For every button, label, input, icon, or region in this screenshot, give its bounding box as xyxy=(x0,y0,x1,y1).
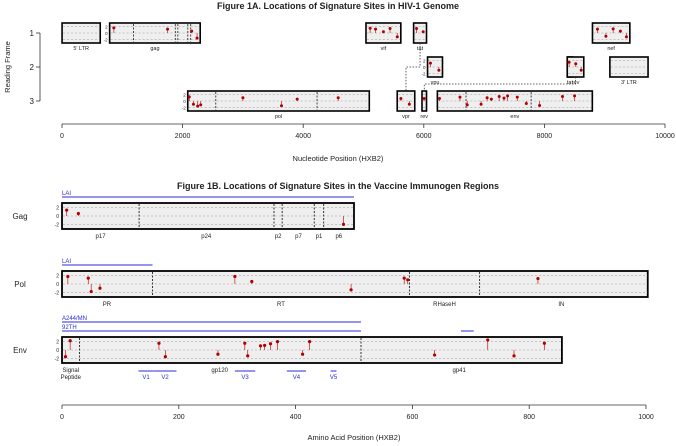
gene-gag-frame-1 xyxy=(110,23,201,52)
signature-site-point xyxy=(502,97,505,100)
signature-site-point xyxy=(512,354,515,357)
figure-1a-panel xyxy=(3,1,675,163)
signature-site-point xyxy=(369,27,372,30)
track-gag xyxy=(12,191,354,240)
signature-site-point xyxy=(196,37,199,40)
signature-site-point xyxy=(423,97,426,100)
variable-loop-label: V2 xyxy=(161,375,169,381)
signature-site-point xyxy=(349,288,352,291)
signature-site-point xyxy=(308,340,311,343)
signature-site-point xyxy=(69,339,72,342)
signature-site-point xyxy=(437,69,440,72)
gene-label: rev xyxy=(571,80,580,86)
gene-nef-frame-1 xyxy=(592,23,629,52)
x-tick-label: 400 xyxy=(289,414,302,421)
x-tick-label: 0 xyxy=(60,414,64,421)
signature-site-point xyxy=(112,26,115,29)
x-tick-label: 4000 xyxy=(295,133,311,140)
signature-site-point xyxy=(87,277,90,280)
variable-loop-label: V5 xyxy=(329,375,338,381)
track-name: Gag xyxy=(12,212,28,221)
signature-site-point xyxy=(466,103,469,106)
region-label: p2 xyxy=(274,234,282,240)
gene-label: vpu xyxy=(430,80,440,86)
signature-site-point xyxy=(382,30,385,33)
x-tick-label: 0 xyxy=(60,133,64,140)
signature-site-point xyxy=(77,212,80,215)
signature-site-point xyxy=(604,35,607,38)
region-label: Signal xyxy=(62,368,80,374)
gene-label: vif xyxy=(380,46,387,52)
signature-site-point xyxy=(619,30,622,33)
signature-site-point xyxy=(280,104,283,107)
signature-site-point xyxy=(516,96,519,99)
gene-label: vpr xyxy=(402,114,410,120)
signature-site-point xyxy=(396,35,399,38)
variable-loop-label: V4 xyxy=(292,375,301,381)
gene-label: nef xyxy=(607,46,615,52)
protein-y-tick-label: 0 xyxy=(56,214,59,220)
signature-site-point xyxy=(66,275,69,278)
region-label: PR xyxy=(102,302,112,308)
protein-y-tick-label: 0 xyxy=(56,282,59,288)
signature-site-point xyxy=(188,95,191,98)
gene-y-tick-label: -2 xyxy=(181,105,186,111)
x-axis-label: Amino Acid Position (HXB2) xyxy=(307,433,401,442)
signature-site-point xyxy=(486,338,489,341)
signature-site-point xyxy=(480,103,483,106)
vaccine-region-label: LAI xyxy=(62,191,72,197)
gene-5-ltr-frame-1 xyxy=(62,23,100,52)
gene-rev-frame-3 xyxy=(420,91,428,120)
signature-site-point xyxy=(192,103,195,106)
x-axis-label: Nucleotide Position (HXB2) xyxy=(292,154,384,163)
y-tick-label: 1 xyxy=(29,29,34,38)
track-name: Pol xyxy=(14,280,26,289)
region-label: gp120 xyxy=(211,368,229,374)
signature-site-point xyxy=(276,340,279,343)
region-label: p7 xyxy=(295,234,302,240)
signature-site-point xyxy=(568,61,571,64)
gene-label: rev xyxy=(420,114,429,120)
signature-site-point xyxy=(525,102,528,105)
signature-site-point xyxy=(64,355,67,358)
figure-1b-title: Figure 1B. Locations of Signature Sites in the Vaccine Immunogen Regions xyxy=(176,181,500,191)
signature-site-point xyxy=(164,355,167,358)
signature-site-point xyxy=(389,27,392,30)
signature-site-point xyxy=(98,287,101,290)
signature-site-point xyxy=(166,28,169,31)
track-name: Env xyxy=(13,346,27,355)
signature-site-point xyxy=(543,342,546,345)
gene-pol-frame-3 xyxy=(188,91,370,120)
signature-site-point xyxy=(422,30,425,33)
signature-site-point xyxy=(65,209,68,212)
signature-site-point xyxy=(259,344,262,347)
gene-y-tick-label: -2 xyxy=(103,37,108,43)
gene-y-tick-label: 2 xyxy=(105,24,108,30)
signature-site-point xyxy=(342,223,345,226)
signature-site-point xyxy=(506,94,509,97)
gene-label: tat xyxy=(566,80,574,86)
signature-site-point xyxy=(263,344,266,347)
gene-label: tat xyxy=(416,46,424,52)
variable-loop-label: V3 xyxy=(241,375,249,381)
x-tick-label: 1000 xyxy=(638,414,654,421)
gene-label: gag xyxy=(150,46,160,52)
signature-site-point xyxy=(243,342,246,345)
track-pol xyxy=(14,259,648,308)
region-label: p6 xyxy=(335,234,343,240)
gene-label: 3' LTR xyxy=(621,80,637,86)
signature-site-point xyxy=(536,277,539,280)
track-env xyxy=(13,316,562,381)
x-tick-label: 200 xyxy=(172,414,185,421)
signature-site-point xyxy=(250,280,253,283)
protein-y-tick-label: -2 xyxy=(54,356,59,363)
protein-y-tick-label: 2 xyxy=(56,273,59,280)
signature-site-point xyxy=(498,95,501,98)
protein-y-tick-label: 2 xyxy=(56,339,59,346)
protein-y-tick-label: 0 xyxy=(56,348,59,354)
x-tick-label: 2000 xyxy=(174,133,191,140)
gene-env-frame-3 xyxy=(437,91,592,120)
gene-y-tick-label: -2 xyxy=(421,71,426,77)
signature-site-point xyxy=(574,62,577,65)
signature-site-point xyxy=(408,103,411,106)
figure-1a-title: Figure 1A. Locations of Signature Sites in HIV-1 Genome xyxy=(216,1,460,11)
signature-site-point xyxy=(429,62,432,65)
region-label: Peptide xyxy=(60,375,81,381)
gene-y-tick-label: 2 xyxy=(423,58,426,64)
signature-site-point xyxy=(233,275,236,278)
x-tick-label: 800 xyxy=(523,414,536,421)
y-tick-label: 3 xyxy=(29,97,34,106)
gene-label: env xyxy=(510,114,520,120)
signature-site-point xyxy=(458,96,461,99)
signature-site-point xyxy=(433,353,436,356)
signature-site-point xyxy=(403,277,406,280)
gene-vpr-frame-3 xyxy=(397,91,415,120)
gene-y-tick-label: 0 xyxy=(423,65,426,70)
signature-site-point xyxy=(561,95,564,98)
signature-site-point xyxy=(241,96,244,99)
signature-site-point xyxy=(196,105,199,108)
x-tick-label: 6000 xyxy=(416,133,432,140)
y-tick-label: 2 xyxy=(29,63,34,72)
signature-site-point xyxy=(612,27,615,30)
gene-label: 5' LTR xyxy=(73,46,89,52)
splice-connector xyxy=(424,77,575,91)
gene-tat-frame-1 xyxy=(414,23,427,52)
region-label: p1 xyxy=(315,234,323,240)
signature-site-point xyxy=(486,96,489,99)
protein-y-tick-label: -2 xyxy=(54,290,59,297)
signature-site-point xyxy=(301,353,304,356)
signature-site-point xyxy=(190,30,193,33)
signature-site-point xyxy=(406,278,409,281)
gene-y-tick-label: 0 xyxy=(183,99,186,104)
y-axis-label: Reading Frame xyxy=(3,41,12,93)
signature-site-point xyxy=(580,69,583,72)
region-label: IN xyxy=(558,302,565,308)
signature-site-point xyxy=(157,342,160,345)
signature-site-point xyxy=(596,28,599,31)
x-tick-label: 600 xyxy=(406,414,419,421)
region-label: RT xyxy=(277,302,285,308)
x-tick-label: 8000 xyxy=(536,133,553,140)
signature-site-point xyxy=(216,353,219,356)
figure-1b-panel xyxy=(12,181,653,442)
signature-site-point xyxy=(538,104,541,107)
region-label: RHaseH xyxy=(433,302,456,308)
gene-y-tick-label: 2 xyxy=(183,92,186,98)
region-label: p17 xyxy=(95,234,106,240)
gene-y-tick-label: 0 xyxy=(105,31,108,36)
signature-site-point xyxy=(415,27,418,30)
signature-site-point xyxy=(374,28,377,31)
signature-site-point xyxy=(296,98,299,101)
protein-y-tick-label: 2 xyxy=(56,205,59,212)
vaccine-region-label: LAI xyxy=(62,259,72,265)
signature-site-point xyxy=(573,94,576,97)
signature-site-point xyxy=(490,98,493,101)
signature-site-point xyxy=(438,97,441,100)
signature-site-point xyxy=(246,354,249,357)
signature-site-point xyxy=(399,97,402,100)
protein-y-tick-label: -2 xyxy=(54,222,59,229)
region-label: p24 xyxy=(201,234,212,240)
signature-site-point xyxy=(625,35,628,38)
vaccine-region-label: 92TH xyxy=(62,325,77,331)
signature-site-point xyxy=(90,290,93,293)
gene-vif-frame-1 xyxy=(366,23,401,52)
gene-3-ltr-frame-2 xyxy=(610,57,648,86)
x-tick-label: 10000 xyxy=(655,133,675,140)
region-label: gp41 xyxy=(452,368,466,374)
vaccine-region-label: A244/MN xyxy=(62,316,88,322)
gene-vpu-frame-2 xyxy=(428,57,443,86)
variable-loop-label: V1 xyxy=(142,375,150,381)
signature-site-point xyxy=(337,96,340,99)
signature-site-point xyxy=(269,342,272,345)
gene-label: pol xyxy=(274,114,283,120)
signature-site-point xyxy=(199,103,202,106)
